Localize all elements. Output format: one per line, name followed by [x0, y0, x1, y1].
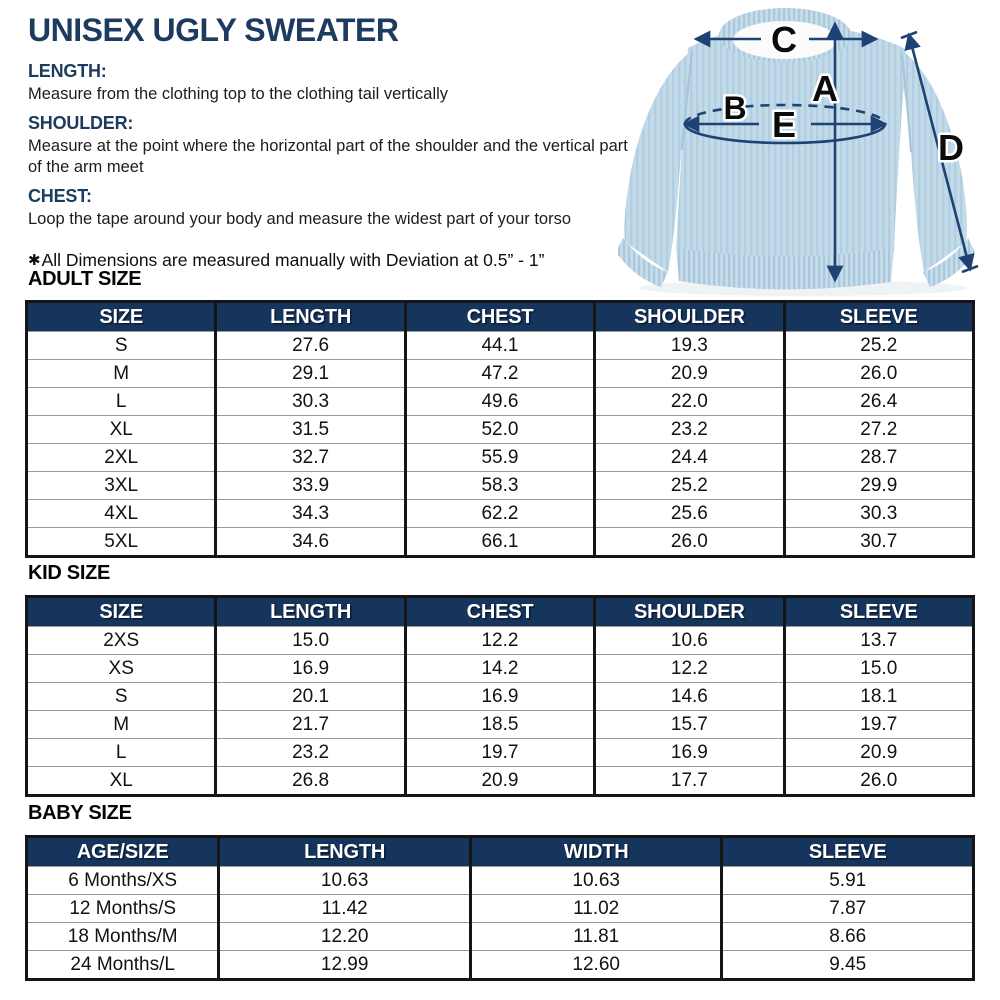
- table-row: [27, 332, 974, 360]
- table-cell: 20.9: [405, 767, 594, 796]
- table-row: [27, 895, 974, 923]
- table-row: [27, 739, 974, 767]
- column-header: SLEEVE: [784, 597, 973, 627]
- table-cell: 16.9: [595, 739, 784, 767]
- table-cell: 12 Months/S: [27, 895, 219, 923]
- table-row: [27, 360, 974, 388]
- table-row: [27, 767, 974, 796]
- chest-description: Loop the tape around your body and measure the widest part of your torso: [28, 210, 572, 229]
- column-header: LENGTH: [216, 302, 405, 332]
- table-cell: 26.0: [595, 528, 784, 557]
- table-cell: 20.1: [216, 683, 405, 711]
- column-header: CHEST: [405, 597, 594, 627]
- shoulder-description: Measure at the point where the horizontal part of the shoulder and the vertical part of the arm meet: [28, 137, 628, 176]
- table-cell: M: [27, 360, 216, 388]
- kid-size-table: [25, 595, 975, 797]
- table-cell: 32.7: [216, 444, 405, 472]
- table-cell: 15.7: [595, 711, 784, 739]
- table-cell: 55.9: [405, 444, 594, 472]
- table-cell: 66.1: [405, 528, 594, 557]
- table-cell: 11.42: [219, 895, 471, 923]
- header-row: [27, 837, 974, 867]
- table-cell: 52.0: [405, 416, 594, 444]
- length-label: A: [812, 68, 838, 109]
- table-row: [27, 711, 974, 739]
- table-cell: 25.6: [595, 500, 784, 528]
- shoulder-label: C: [771, 19, 797, 60]
- table-row: [27, 416, 974, 444]
- table-cell: 18.1: [784, 683, 973, 711]
- column-header: LENGTH: [219, 837, 471, 867]
- page-title: UNISEX UGLY SWEATER: [28, 12, 399, 48]
- table-cell: 23.2: [216, 739, 405, 767]
- column-header: LENGTH: [216, 597, 405, 627]
- table-cell: XL: [27, 416, 216, 444]
- chest-width-label: E: [771, 104, 797, 145]
- table-row: [27, 627, 974, 655]
- table-row: [27, 500, 974, 528]
- table-cell: 3XL: [27, 472, 216, 500]
- table-cell: 19.3: [595, 332, 784, 360]
- table-cell: XS: [27, 655, 216, 683]
- table-cell: 26.0: [784, 360, 973, 388]
- kid-size-heading: KID SIZE: [28, 562, 111, 584]
- table-row: [27, 867, 974, 895]
- table-cell: 21.7: [216, 711, 405, 739]
- table-cell: 12.2: [595, 655, 784, 683]
- table-cell: 62.2: [405, 500, 594, 528]
- table-cell: 2XL: [27, 444, 216, 472]
- table-cell: 30.3: [784, 500, 973, 528]
- table-cell: 17.7: [595, 767, 784, 796]
- table-cell: 18 Months/M: [27, 923, 219, 951]
- adult-size-heading: ADULT SIZE: [28, 268, 142, 290]
- table-cell: 27.6: [216, 332, 405, 360]
- table-cell: 34.3: [216, 500, 405, 528]
- chest-heading: CHEST:: [28, 186, 92, 207]
- table-cell: 2XS: [27, 627, 216, 655]
- table-cell: 47.2: [405, 360, 594, 388]
- table-cell: 29.9: [784, 472, 973, 500]
- table-cell: 27.2: [784, 416, 973, 444]
- asterisk-icon: ✱: [28, 250, 41, 269]
- table-cell: 19.7: [405, 739, 594, 767]
- table-row: [27, 655, 974, 683]
- table-cell: L: [27, 739, 216, 767]
- table-cell: 9.45: [722, 951, 974, 980]
- table-cell: 25.2: [784, 332, 973, 360]
- column-header: SHOULDER: [595, 302, 784, 332]
- column-header: SLEEVE: [784, 302, 973, 332]
- table-cell: 11.02: [470, 895, 722, 923]
- table-cell: 5.91: [722, 867, 974, 895]
- table-cell: 49.6: [405, 388, 594, 416]
- instructions-block: [28, 12, 628, 271]
- table-cell: 10.63: [470, 867, 722, 895]
- table-cell: 26.0: [784, 767, 973, 796]
- column-header: AGE/SIZE: [27, 837, 219, 867]
- table-row: [27, 388, 974, 416]
- table-cell: XL: [27, 767, 216, 796]
- table-cell: 20.9: [595, 360, 784, 388]
- table-cell: 14.6: [595, 683, 784, 711]
- table-cell: 12.99: [219, 951, 471, 980]
- table-cell: 7.87: [722, 895, 974, 923]
- table-row: [27, 683, 974, 711]
- table-cell: L: [27, 388, 216, 416]
- table-cell: 5XL: [27, 528, 216, 557]
- table-cell: 29.1: [216, 360, 405, 388]
- table-row: [27, 472, 974, 500]
- table-row: [27, 444, 974, 472]
- table-cell: 14.2: [405, 655, 594, 683]
- column-header: SIZE: [27, 302, 216, 332]
- header-row: [27, 302, 974, 332]
- table-cell: 12.20: [219, 923, 471, 951]
- table-cell: 34.6: [216, 528, 405, 557]
- table-cell: 23.2: [595, 416, 784, 444]
- table-cell: 10.63: [219, 867, 471, 895]
- chest-girth-label: B: [723, 90, 747, 126]
- table-cell: 24 Months/L: [27, 951, 219, 980]
- table-cell: 20.9: [784, 739, 973, 767]
- table-cell: 33.9: [216, 472, 405, 500]
- table-cell: 26.4: [784, 388, 973, 416]
- table-cell: 30.7: [784, 528, 973, 557]
- adult-size-table: [25, 300, 975, 558]
- baby-size-heading: BABY SIZE: [28, 802, 132, 824]
- table-cell: 15.0: [216, 627, 405, 655]
- table-cell: 18.5: [405, 711, 594, 739]
- table-cell: 8.66: [722, 923, 974, 951]
- table-cell: 26.8: [216, 767, 405, 796]
- table-cell: 10.6: [595, 627, 784, 655]
- table-cell: 15.0: [784, 655, 973, 683]
- table-cell: M: [27, 711, 216, 739]
- table-cell: 11.81: [470, 923, 722, 951]
- deviation-note-text: All Dimensions are measured manually with Deviation at 0.5” - 1”: [41, 249, 545, 270]
- column-header: SIZE: [27, 597, 216, 627]
- table-cell: 16.9: [216, 655, 405, 683]
- column-header: SLEEVE: [722, 837, 974, 867]
- table-cell: 19.7: [784, 711, 973, 739]
- table-cell: 58.3: [405, 472, 594, 500]
- table-cell: 31.5: [216, 416, 405, 444]
- column-header: CHEST: [405, 302, 594, 332]
- header-row: [27, 597, 974, 627]
- table-cell: 13.7: [784, 627, 973, 655]
- table-cell: 12.2: [405, 627, 594, 655]
- table-cell: 22.0: [595, 388, 784, 416]
- table-cell: 4XL: [27, 500, 216, 528]
- column-header: WIDTH: [470, 837, 722, 867]
- table-row: [27, 951, 974, 980]
- length-description: Measure from the clothing top to the clothing tail vertically: [28, 85, 449, 103]
- table-cell: 16.9: [405, 683, 594, 711]
- column-header: SHOULDER: [595, 597, 784, 627]
- table-cell: 44.1: [405, 332, 594, 360]
- table-row: [27, 923, 974, 951]
- table-cell: 30.3: [216, 388, 405, 416]
- shoulder-heading: SHOULDER:: [28, 113, 134, 134]
- table-cell: S: [27, 683, 216, 711]
- table-cell: 6 Months/XS: [27, 867, 219, 895]
- table-cell: 25.2: [595, 472, 784, 500]
- table-cell: S: [27, 332, 216, 360]
- sweater-diagram: [618, 0, 1000, 300]
- table-cell: 12.60: [470, 951, 722, 980]
- baby-size-table: [25, 835, 975, 981]
- table-row: [27, 528, 974, 557]
- length-heading: LENGTH:: [28, 61, 107, 81]
- table-cell: 24.4: [595, 444, 784, 472]
- sleeve-label: D: [938, 127, 964, 168]
- table-cell: 28.7: [784, 444, 973, 472]
